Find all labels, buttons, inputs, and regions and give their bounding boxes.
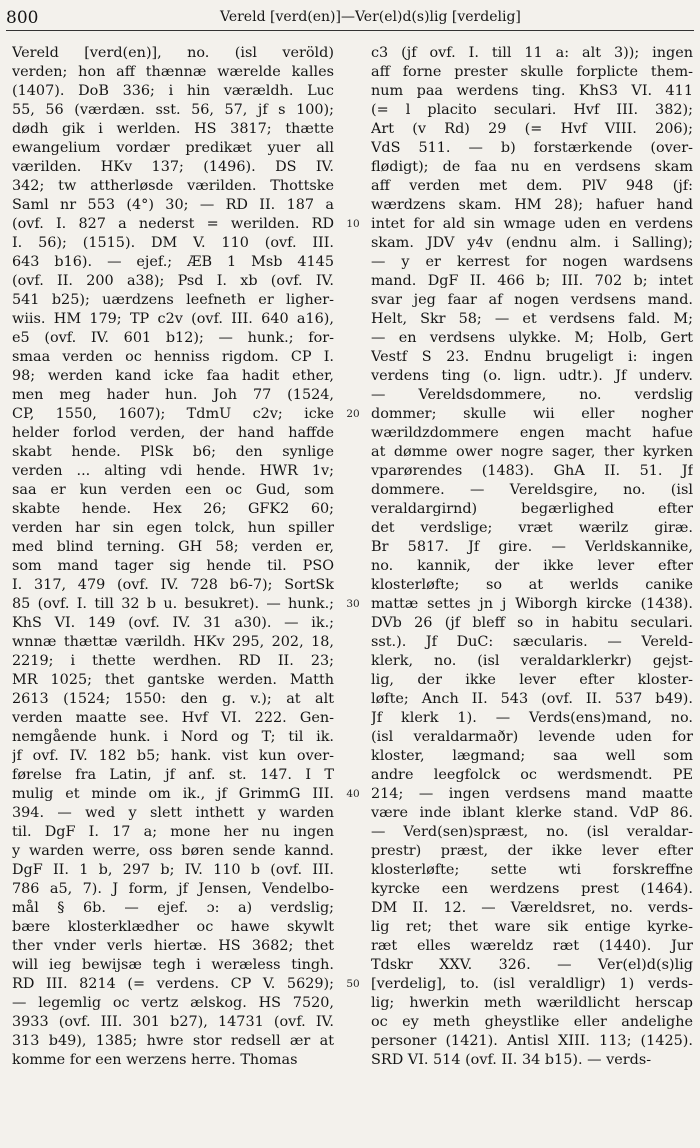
line-number: 30 xyxy=(346,598,360,610)
text-line: 342; tw attherløsde værilden. Thottske xyxy=(12,178,334,194)
text-line: MR 1025; thet gantske werden. Matth xyxy=(12,672,334,688)
text-line: lig ret; thet ware sik entige kyrke- xyxy=(371,919,693,935)
text-line: (ovf. II. 200 a38); Psd I. xb (ovf. IV. xyxy=(12,273,334,289)
text-line: mål § 6b. — ejef. ɔ: a) verdslig; xyxy=(12,900,334,916)
text-line: c3 (jf ovf. I. till 11 a: alt 3)); ingen xyxy=(371,45,693,61)
text-line: 85 (ovf. I. till 32 b u. besukret). — hunk.; xyxy=(12,596,334,612)
text-line: wiis. HM 179; TP c2v (ovf. III. 640 a16), xyxy=(12,311,334,327)
text-line: Br 5817. Jf gire. — Verldskannike, xyxy=(371,539,693,555)
text-line: [verdelig], to. (isl veraldligr) 1) verds- xyxy=(371,976,693,992)
text-line: 643 b16). — ejef.; ÆB 1 Msb 4145 xyxy=(12,254,334,270)
text-line: verden maatte see. Hvf VI. 222. Gen- xyxy=(12,710,334,726)
text-line: aff verden met dem. PlV 948 (jf: xyxy=(371,178,693,194)
text-line: SRD VI. 514 (ovf. II. 34 b15). — verds- xyxy=(371,1052,652,1068)
text-line: verden ... alting vdi hende. HWR 1v; xyxy=(12,463,334,479)
text-line: bære klosterklædher oc hawe skywlt xyxy=(12,919,334,935)
text-line: Jf klerk 1). — Verds(ens)mand, no. xyxy=(371,710,693,726)
text-line: komme for een werzens herre. Thomas xyxy=(12,1052,298,1068)
text-line: lig; hwerkin meth wærildlicht herscap xyxy=(371,995,693,1011)
text-line: y warden werre, oss børen sende kannd. xyxy=(12,843,334,859)
text-line: flødigt); de faa nu en verdsens skam xyxy=(371,159,693,175)
text-line: ther vnder verls hiertæ. HS 3682; thet xyxy=(12,938,334,954)
text-line: intet for ald sin wmage uden en verdens xyxy=(371,216,693,232)
text-line: verdens ting (o. lign. udtr.). Jf underv. xyxy=(371,368,693,384)
text-line: sst.). Jf DuC: sæcularis. — Vereld- xyxy=(371,634,693,650)
text-line: løfte; Anch II. 543 (ovf. II. 537 b49). xyxy=(371,691,693,707)
text-line: men meg hader hun. Joh 77 (1524, xyxy=(12,387,334,403)
text-line: skam. JDV y4v (endnu alm. i Salling); xyxy=(371,235,693,251)
line-number: 50 xyxy=(346,978,360,990)
text-line: e5 (ovf. IV. 601 b12); — hunk.; for- xyxy=(12,330,334,346)
text-line: jf ovf. IV. 182 b5; hank. vist kun over- xyxy=(12,748,334,764)
header-rule xyxy=(6,30,694,31)
text-line: det verdslige; vræt wærilz giræ. xyxy=(371,520,693,536)
text-line: Saml nr 553 (4°) 30; — RD II. 187 a xyxy=(12,197,334,213)
text-line: klosterløfte; sette wti forskreffne xyxy=(371,862,693,878)
text-line: wnnæ thættæ værildh. HKv 295, 202, 18, xyxy=(12,634,334,650)
text-line: (ovf. I. 827 a nederst = werilden. RD xyxy=(12,216,334,232)
text-line: 2219; i thette werdhen. RD II. 23; xyxy=(12,653,334,669)
text-line: andre leegfolck oc werdsmendt. PE xyxy=(371,767,693,783)
text-line: smaa verden oc henniss rigdom. CP I. xyxy=(12,349,334,365)
text-line: til. DgF I. 17 a; mone her nu ingen xyxy=(12,824,334,840)
text-line: 786 a5, 7). J form, jf Jensen, Vendelbo- xyxy=(12,881,334,897)
text-line: I. 56); (1515). DM V. 110 (ovf. III. xyxy=(12,235,334,251)
text-line: kyrcke een werdzens prest (1464). xyxy=(371,881,693,897)
text-line: — legemlig oc vertz ælskog. HS 7520, xyxy=(12,995,334,1011)
text-line: Helt, Skr 58; — et verdsens fald. M; xyxy=(371,311,693,327)
text-line: mand. DgF II. 466 b; III. 702 b; intet xyxy=(371,273,693,289)
text-line: 2613 (1524; 1550: den g. v.); at alt xyxy=(12,691,334,707)
text-line: no. kannik, der ikke lever efter xyxy=(371,558,693,574)
right-column xyxy=(371,44,693,1070)
text-line: RD III. 8214 (= verdens. CP V. 5629); xyxy=(12,976,334,992)
page-number: 800 xyxy=(6,8,39,28)
text-line: Tdskr XXV. 326. — Ver(el)d(s)lig xyxy=(371,957,693,973)
text-line: med blind terning. GH 58; verden er, xyxy=(12,539,334,555)
text-line: veraldargirnd) begærlighed efter xyxy=(371,501,693,517)
text-line: wærildzdommere engen macht hafue xyxy=(371,425,693,441)
text-line: dommer; skulle wii eller nogher xyxy=(371,406,693,422)
text-line: som mand tager sig hende til. PSO xyxy=(12,558,334,574)
text-line: lig, der ikke lever efter kloster- xyxy=(371,672,693,688)
text-line: — Verd(sen)spræst, no. (isl veraldar- xyxy=(371,824,693,840)
text-line: 541 b25); uærdzens leefneth er ligher- xyxy=(12,292,334,308)
text-line: num paa werdens ting. KhS3 VI. 411 xyxy=(371,83,693,99)
text-line: DVb 26 (jf bleff so in habitu seculari. xyxy=(371,615,693,631)
running-head: Vereld [verd(en)]—Ver(el)d(s)lig [verdelig] xyxy=(220,9,521,25)
text-line: helder forlod verden, der hand haffde xyxy=(12,425,334,441)
text-line: personer (1421). Antisl XIII. 113; (1425). xyxy=(371,1033,693,1049)
line-number: 10 xyxy=(346,218,360,230)
text-line: 214; — ingen verdsens mand maatte xyxy=(371,786,693,802)
text-line: klerk, no. (isl veraldarklerkr) gejst- xyxy=(371,653,693,669)
text-line: 55, 56 (værdæn. sst. 56, 57, jf s 100); xyxy=(12,102,334,118)
left-column xyxy=(12,44,334,1070)
text-line: aff forne prester skulle forplicte them- xyxy=(371,64,693,80)
text-line: KhS VI. 149 (ovf. IV. 31 a30). — ik.; xyxy=(12,615,334,631)
text-line: Art (v Rd) 29 (= Hvf VIII. 206); xyxy=(371,121,693,137)
text-line: ræt elles wæreldz ræt (1440). Jur xyxy=(371,938,693,954)
text-line: — Vereldsdommere, no. verdslig xyxy=(371,387,693,403)
text-line: klosterløfte; so at werlds canike xyxy=(371,577,693,593)
text-line: mulig et minde om ik., jf GrimmG III. xyxy=(12,786,334,802)
text-line: DgF II. 1 b, 297 b; IV. 110 b (ovf. III. xyxy=(12,862,334,878)
text-line: være inde iblant klerke stand. VdP 86. xyxy=(371,805,693,821)
text-line: (= l placito seculari. Hvf III. 382); xyxy=(371,102,693,118)
line-number: 40 xyxy=(346,788,360,800)
text-line: saa er kun verden een oc Gud, som xyxy=(12,482,334,498)
text-line: prestr) præst, der ikke lever efter xyxy=(371,843,693,859)
text-line: (1407). DoB 336; i hin værældh. Luc xyxy=(12,83,334,99)
text-line: verden; hon aff thænnæ wærelde kalles xyxy=(12,64,334,80)
text-line: svar jeg faar af nogen verdsens mand. xyxy=(371,292,693,308)
text-line: CP, 1550, 1607); TdmU c2v; icke xyxy=(12,406,334,422)
text-line: Vestf S 23. Endnu brugeligt i: ingen xyxy=(371,349,693,365)
text-line: værilden. HKv 137; (1496). DS IV. xyxy=(12,159,334,175)
text-line: mattæ settes jn j Wiborgh kircke (1438). xyxy=(371,596,693,612)
text-line: — en verdsens ulykke. M; Holb, Gert xyxy=(371,330,693,346)
text-line: verden har sin egen tolck, hun spiller xyxy=(12,520,334,536)
text-line: oc ey meth gheystlike eller andelighe xyxy=(371,1014,693,1030)
text-line: ewangelium vordær predikæt yuer all xyxy=(12,140,334,156)
text-line: DM II. 12. — Væreldsret, no. verds- xyxy=(371,900,693,916)
text-line: 3933 (ovf. III. 301 b27), 14731 (ovf. IV. xyxy=(12,1014,334,1030)
text-line: 98; werden kand icke faa hadit ether, xyxy=(12,368,334,384)
text-line: skabt hende. PlSk b6; den synlige xyxy=(12,444,334,460)
text-line: — y er kerrest for nogen wardsens xyxy=(371,254,693,270)
line-number: 20 xyxy=(346,408,360,420)
text-line: at dømme ower nogre sager, ther kyrken xyxy=(371,444,693,460)
text-line: Vereld [verd(en)], no. (isl veröld) xyxy=(12,45,334,61)
text-line: wærdzens skam. HM 28); hafuer hand xyxy=(371,197,693,213)
text-line: dommere. — Vereldsgire, no. (isl xyxy=(371,482,693,498)
text-line: førelse fra Latin, jf anf. st. 147. I T xyxy=(12,767,334,783)
text-line: dødh gik i werlden. HS 3817; thætte xyxy=(12,121,334,137)
text-line: skabte hende. Hex 26; GFK2 60; xyxy=(12,501,334,517)
text-line: (isl veraldarmaðr) levende uden for xyxy=(371,729,693,745)
text-line: VdS 511. — b) forstærkende (over- xyxy=(371,140,693,156)
text-line: 313 b49), 1385; hwre stor redsell ær at xyxy=(12,1033,334,1049)
text-line: I. 317, 479 (ovf. IV. 728 b6-7); SortSk xyxy=(12,577,334,593)
text-line: kloster, lægmand; saa well som xyxy=(371,748,693,764)
text-line: will ieg bewijsæ tegh i weræless tingh. xyxy=(12,957,334,973)
text-line: vparørendes (1483). GhA II. 51. Jf xyxy=(371,463,693,479)
text-line: nemgående hunk. i Nord og T; til ik. xyxy=(12,729,334,745)
page-header xyxy=(0,0,700,30)
text-line: 394. — wed y slett inthett y warden xyxy=(12,805,334,821)
